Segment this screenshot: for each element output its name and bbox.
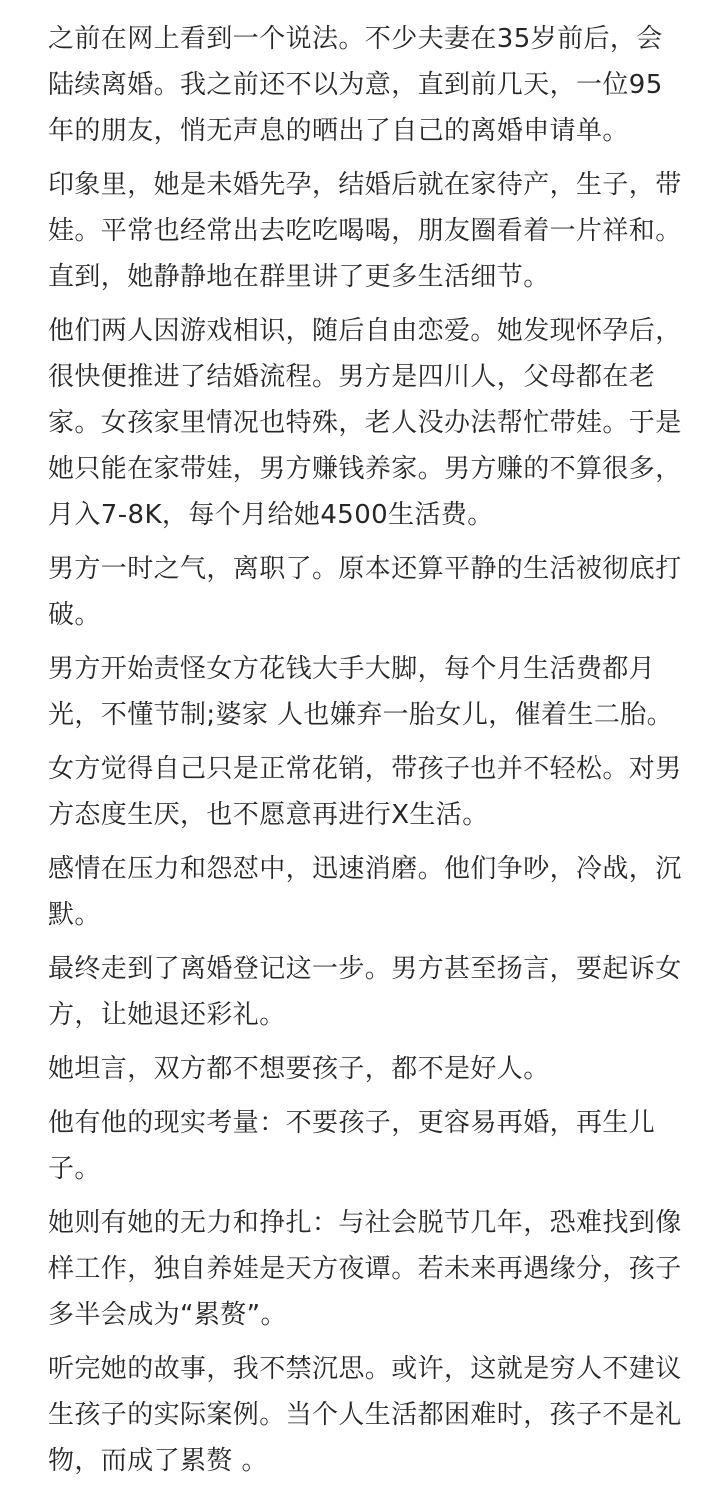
paragraph: 男方一时之气，离职了。原本还算平静的生活被彻底打破。 (48, 554, 682, 630)
paragraph: 之前在网上看到一个说法。不少夫妻在35岁前后，会陆续离婚。我之前还不以为意，直到前几天，一位95年的朋友，悄无声息的晒出了自己的离婚申请单。 (48, 24, 663, 146)
paragraph: 他有他的现实考量：不要孩子，更容易再婚，再生儿子。 (48, 1108, 656, 1184)
paragraph: 男方开始责怪女方花钱大手大脚，每个月生活费都月光，不懂节制;婆家 人也嫌弃一胎女儿，催着生二胎。 (48, 654, 674, 730)
paragraph: 女方觉得自己只是正常花销，带孩子也并不轻松。对男方态度生厌，也不愿意再进行X生活。 (48, 754, 682, 830)
paragraph: 她则有她的无力和挣扎：与社会脱节几年，恐难找到像样工作，独自养娃是天方夜谭。若未来再遇缘分，孩子多半会成为“累赘”。 (48, 1208, 682, 1330)
paragraph: 他们两人因游戏相识，随后自由恋爱。她发现怀孕后，很快便推进了结婚流程。男方是四川人，父母都在老家。女孩家里情况也特殊，老人没办法帮忙带娃。于是她只能在家带娃，男方赚钱养家。男方赚的不算很多，月入7-8K，每个月给她4500生活费。 (48, 316, 682, 530)
paragraph: 印象里，她是未婚先孕，结婚后就在家待产，生子，带娃。平常也经常出去吃吃喝喝，朋友圈看着一片祥和。直到，她静静地在群里讲了更多生活细节。 (48, 170, 682, 292)
paragraph: 感情在压力和怨怼中，迅速消磨。他们争吵，冷战，沉默。 (48, 854, 682, 930)
paragraph: 她坦言，双方都不想要孩子，都不是好人。 (48, 1054, 550, 1084)
paragraph: 听完她的故事，我不禁沉思。或许，这就是穷人不建议生孩子的实际案例。当个人生活都困难时，孩子不是礼物，而成了累赘 。 (48, 1354, 682, 1476)
article-body (48, 16, 684, 1492)
paragraph: 最终走到了离婚登记这一步。男方甚至扬言，要起诉女方，让她退还彩礼。 (48, 954, 682, 1030)
